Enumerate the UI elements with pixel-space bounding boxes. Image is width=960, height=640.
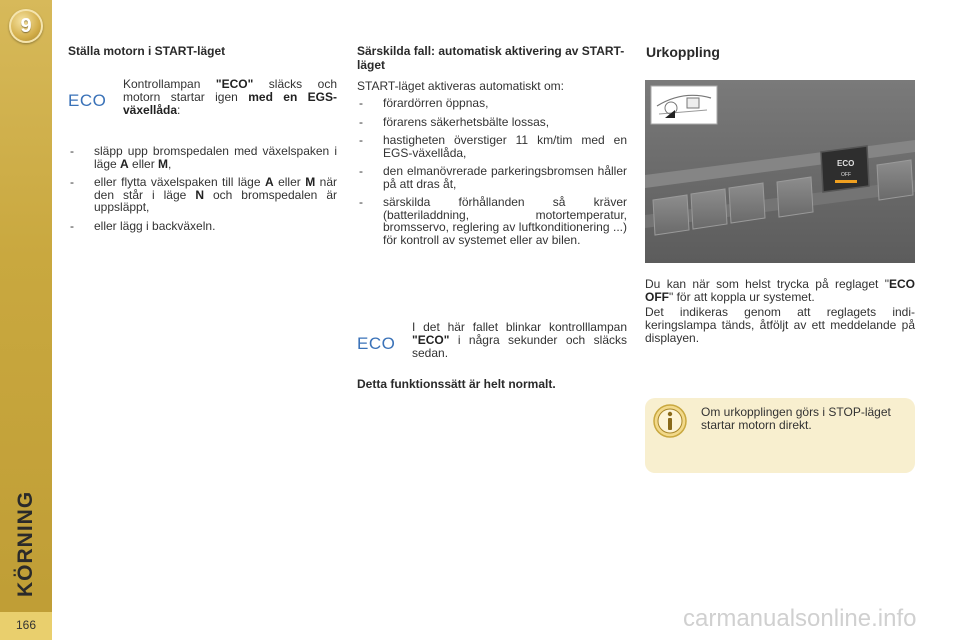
eco-lamp-text: Kontrollampan "ECO" släcks och motorn startar igen med en EGS-växellåda: bbox=[123, 77, 338, 117]
eco-off-switch-photo bbox=[645, 80, 915, 263]
section-heading-auto: Särskilda fall: automatisk aktivering av START-läget bbox=[357, 44, 625, 72]
list-item: - eller flytta växelspaken till läge A eller M när den står i läge N och bromspedalen är uppsläppt, bbox=[70, 175, 337, 214]
list-item: - eller lägg i backväxeln. bbox=[70, 218, 216, 233]
eco-off-button-label-bottom: OFF bbox=[841, 172, 851, 178]
page-number: 166 bbox=[0, 612, 52, 640]
normal-operation-note: Detta funktionssätt är helt normalt. bbox=[357, 377, 556, 391]
watermark: carmanualsonline.info bbox=[683, 605, 917, 632]
eco-icon-label: ECO bbox=[68, 92, 107, 108]
start-conditions-list bbox=[68, 145, 337, 238]
list-item: - förardörren öppnas, bbox=[359, 96, 489, 110]
eco-blink-text: I det här fallet blinkar kontrolllampan "ECO" i några sekunder och släcks sedan. bbox=[412, 320, 627, 360]
eco-off-button bbox=[821, 146, 869, 192]
list-item: - hastigheten överstiger 11 km/tim med en EGS-växellåda, bbox=[359, 133, 627, 160]
list-item: - förarens säkerhetsbälte lossas, bbox=[359, 114, 550, 129]
section-heading-start: Ställa motorn i START-läget bbox=[68, 44, 226, 58]
eco-icon bbox=[357, 335, 401, 351]
list-item: - den elmanövrerade parkeringsbromsen håller på att dras åt, bbox=[359, 164, 627, 191]
eco-icon-label: ECO bbox=[357, 335, 396, 351]
dashboard-locator-inset bbox=[651, 86, 717, 124]
eco-off-indication: Det indikeras genom att reglagets indikeringslampa tänds, åtföljt av ett meddelande på displayen. bbox=[645, 305, 915, 345]
list-item: - särskilda förhållanden så kräver (batteriladdning, motortemperatur, bromsservo, reglering av luftkonditionering ...) för kontroll av systemet eller av bilen. bbox=[359, 195, 627, 247]
chapter-number-badge: 9 bbox=[9, 9, 43, 43]
chapter-sidebar bbox=[0, 0, 52, 640]
auto-conditions-list bbox=[357, 97, 627, 252]
list-item: - släpp upp bromspedalen med växelspaken i läge A eller M, bbox=[70, 144, 337, 171]
info-note-box bbox=[645, 398, 915, 473]
eco-off-instruction: Du kan när som helst trycka på reglaget "ECO OFF" för att koppla ur systemet. bbox=[645, 277, 915, 304]
eco-off-indicator-lamp bbox=[835, 180, 857, 183]
auto-intro: START-läget aktiveras automatiskt om: bbox=[357, 79, 564, 93]
chapter-title: KÖRNING bbox=[14, 490, 37, 597]
eco-off-button-label-top: ECO bbox=[837, 159, 855, 168]
section-title-urkoppling: Urkoppling bbox=[646, 44, 720, 60]
info-note-text: Om urkopplingen görs i STOP-läget startar motorn direkt. bbox=[701, 405, 891, 432]
dashboard-illustration bbox=[645, 80, 915, 263]
info-icon bbox=[653, 404, 687, 438]
eco-icon bbox=[68, 92, 112, 108]
